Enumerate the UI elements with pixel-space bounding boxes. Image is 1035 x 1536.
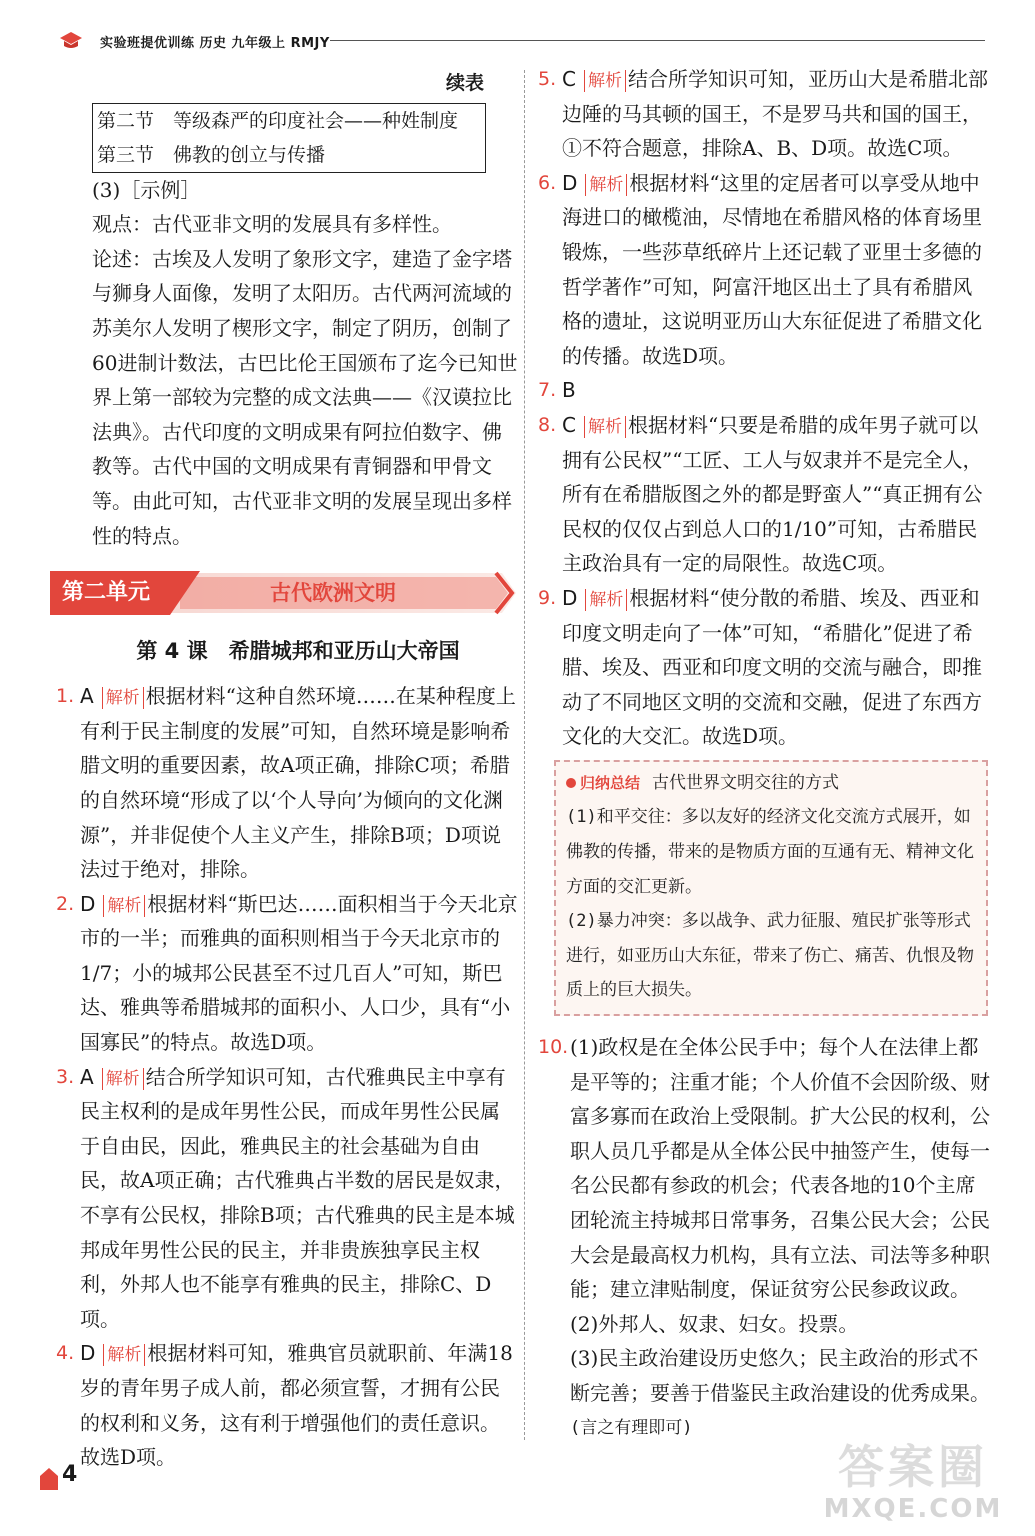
analysis-tag: 解析 [102,687,144,709]
question-number: 8. [538,413,557,436]
answer-part: (1)政权是在全体公民手中；每个人在法律上都是平等的；注重才能；个人价值不会因阶级、财富多寡而在政治上受限制。扩大公民的权利，公职人员几乎都是从全体公民中抽签产生，使每一名公民都有参政的机会；代表各地的10个主席团轮流主持城邦日常事务，召集公民大会；公民大会是最高权力机构，具有立法、司法等多种职能；建立津贴制度，保证贫穷公民参政议政。 [570,1035,990,1302]
question-item [538,408,990,581]
question-number: 3. [56,1065,75,1088]
question-item [538,1030,990,1445]
question-answer: C [562,67,576,91]
unit-label: 第二单元 [62,580,151,606]
question-explanation: 根据材料“这种自然环境……在某种程度上有利于民主制度的发展”可知，自然环境是影响希腊文明的重要因素，故A项正确，排除C项；希腊的自然环境“形成了以‘个人导向’为倾向的文化渊源”，并非促使个人主义产生，排除B项；D项说法过于绝对，排除。 [80,684,516,882]
question-explanation: 根据材料“这里的定居者可以享受从地中海进口的橄榄油，尽情地在希腊风格的体育场里锻炼，一些莎草纸碎片上还记载了亚里士多德的哲学著作”可知，阿富汗地区出土了具有希腊风格的遗址，这说明亚历山大东征促进了希腊文化的传播。故选D项。 [562,170,982,368]
question-number: 1. [56,685,75,708]
section-table [92,103,486,173]
question-number: 9. [538,586,557,609]
lesson-title: 第 4 课 希腊城邦和亚历山大帝国 [136,639,460,664]
answer-note: (言之有理即可) [570,1417,693,1438]
analysis-tag: 解析 [585,589,627,611]
right-column [538,62,990,1445]
question-answer: B [562,378,576,403]
analysis-tag: 解析 [103,1344,145,1366]
question-item [538,581,990,754]
question-number: 4. [56,1342,75,1365]
question-item [538,62,990,166]
summary-dot-icon [566,778,576,788]
analysis-tag: 解析 [584,70,626,92]
example-label: (3)［示例］ [92,177,201,202]
question-item [56,887,518,1060]
question-answer: D [80,891,96,916]
watermark-url: MXQE.COM [823,1494,1003,1524]
answer-part: (2)外邦人、奴隶、妇女。投票。 [570,1311,859,1336]
question-item [56,1060,518,1337]
question-explanation: 根据材料“斯巴达……面积相当于今天北京市的一半；而雅典的面积则相当于今天北京市的1/7；小的城邦公民甚至不过几百人”可知，斯巴达、雅典等希腊城邦的面积小、人口少，具有“小国寡民”的特点。故选D项。 [80,891,518,1055]
header-rule [330,40,985,41]
summary-point: (1)和平交往：多以友好的经济文化交流方式展开，如佛教的传播，带来的是物质方面的互通有无、精神文化方面的交汇更新。 [566,807,974,897]
summary-tag: 归纳总结 [566,766,640,801]
header-title: 实验班提优训练 历史 九年级上 RMJY [100,36,330,51]
question-number: 7. [538,379,557,402]
continued-table-label: 续表 [445,72,484,94]
summary-title: 古代世界文明交往的方式 [652,772,840,793]
question-explanation: 根据材料“只要是希腊的成年男子就可以拥有公民权”“工匠、工人与奴隶并不是完全人，所有在希腊版图之外的都是野蛮人”“真正拥有公民权的仅仅占到总人口的1/10”可知，古希腊民主政治具有一定的局限性。故选C项。 [562,412,983,576]
question-number: 6. [538,171,557,194]
question-explanation: 结合所学知识可知，古代雅典民主中享有民主权利的是成年男性公民，而成年男性公民属于自由民，因此，雅典民主的社会基础为自由民，故A项正确；古代雅典占半数的居民是奴隶，不享有公民权，排除B项；古代雅典的民主是本城邦成年男性公民的民主，并非贵族独享民主权利，外邦人也不能享有雅典的民主，排除C、D项。 [80,1064,515,1331]
question-item [538,373,990,408]
question-answer: A [80,1064,94,1089]
watermark-logo [803,1440,1023,1532]
unit-banner [50,567,520,619]
page-marker-icon [38,1466,60,1492]
question-answer: C [562,412,576,437]
question-number: 2. [56,892,75,915]
page-header [0,0,1035,60]
question-answer: D [562,585,578,610]
summary-box [554,760,988,1016]
book-logo-icon [58,30,84,50]
answer-part: (3)民主政治建设历史悠久；民主政治的形式不断完善；要善于借鉴民主政治建设的优秀成果。 [570,1346,990,1405]
left-column [56,66,518,1475]
question-item [56,679,518,887]
argument-paragraph: 论述：古埃及人发明了象形文字，建造了金字塔与狮身人面像，发明了太阳历。古代两河流域的苏美尔人发明了楔形文字，制定了阴历，创制了60进制计数法，古巴比伦王国颁布了迄今已知世界上第一部较为完整的成文法典——《汉谟拉比法典》。古代印度的文明成果有阿拉伯数字、佛教等。古代中国的文明成果有青铜器和甲骨文等。由此可知，古代亚非文明的发展呈现出多样性的特点。 [92,246,518,548]
table-row: 第二节 等级森严的印度社会——种姓制度 [97,109,459,132]
question-explanation: 根据材料“使分散的希腊、埃及、西亚和印度文明走向了一体”可知，“希腊化”促进了希腊、埃及、西亚和印度文明的交流与融合，即推动了不同地区文明的交流和交融，促进了东西方文化的大交汇。故选D项。 [562,585,982,749]
question-item [538,166,990,374]
question-number: 5. [538,68,557,90]
question-number: 10. [538,1036,569,1059]
summary-header [566,766,978,801]
page-number: 4 [38,1462,88,1496]
table-row: 第三节 佛教的创立与传播 [97,143,326,166]
analysis-tag: 解析 [102,1068,144,1090]
view-paragraph: 观点：古代亚非文明的发展具有多样性。 [92,212,452,237]
analysis-tag: 解析 [585,174,627,196]
analysis-tag: 解析 [584,416,626,438]
question-explanation: 根据材料可知，雅典官员就职前、年满18岁的青年男子成人前，都必须宣誓，才拥有公民的权利和义务，这有利于增强他们的责任意识。故选D项。 [80,1341,513,1470]
question-answer: A [80,684,94,709]
question-answer: D [80,1341,96,1366]
watermark-text: 答案圈 [838,1440,988,1494]
column-divider [524,70,525,1440]
summary-point: (2)暴力冲突：多以战争、武力征服、殖民扩张等形式进行，如亚历山大东征，带来了伤亡、痛苦、仇恨及物质上的巨大损失。 [566,911,974,1001]
unit-title: 古代欧洲文明 [270,581,396,606]
question-answer: D [562,170,578,195]
question-item [56,1336,518,1474]
analysis-tag: 解析 [103,895,145,917]
question-explanation: 结合所学知识可知，亚历山大是希腊北部边陲的马其顿的国王，不是罗马共和国的国王，①不符合题意，排除A、B、D项。故选C项。 [562,67,988,161]
